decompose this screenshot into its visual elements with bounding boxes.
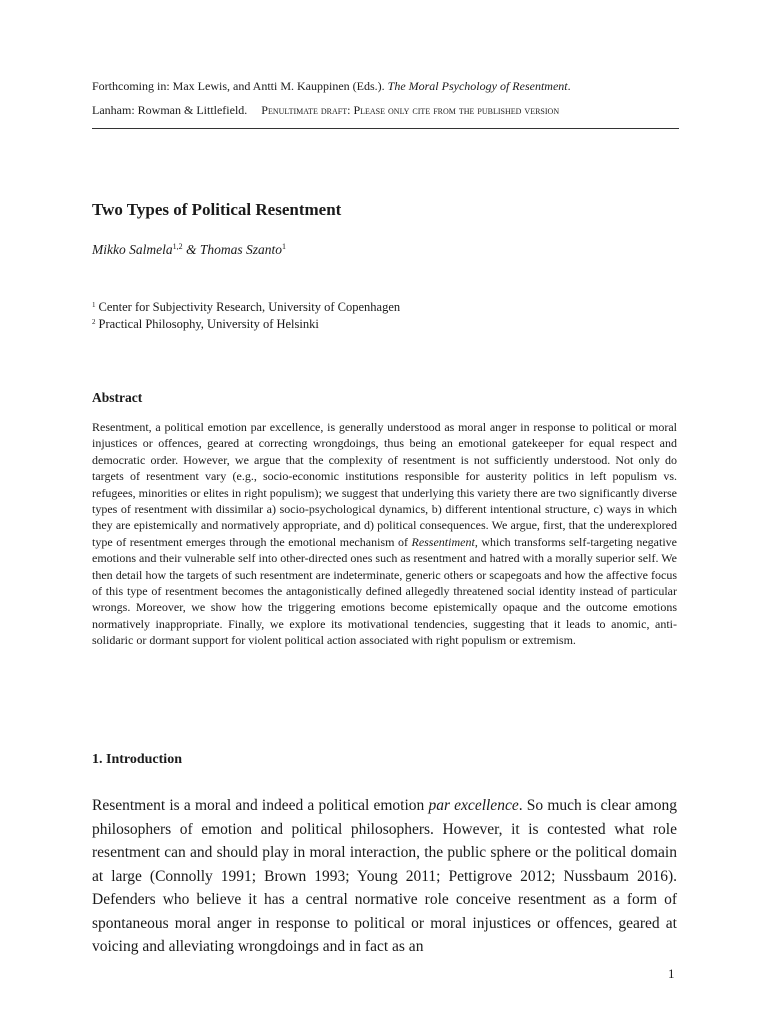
author-2: Thomas Szanto — [199, 242, 283, 257]
introduction-text-1: Resentment is a moral and indeed a political emotion — [92, 797, 429, 814]
introduction-heading: 1. Introduction — [92, 752, 182, 767]
author-1-affiliation-mark: 1,2 — [172, 242, 183, 251]
header-book-title: The Moral Psychology of Resentment — [387, 79, 568, 93]
affiliation-2-number: 2 — [92, 318, 96, 326]
affiliation-1 — [92, 300, 400, 315]
introduction-italic-term: par excellence — [428, 797, 519, 814]
abstract-heading: Abstract — [92, 390, 143, 405]
running-header-line-2 — [92, 104, 682, 116]
abstract-text-1: Resentment, a political emotion par excellence, is generally understood as moral anger in response to political or moral injustices or offences, geared at correcting wrongdoings, thus being an emotional gatekeeper for equal respect and democratic order. However, we argue that the complexity of resentment is not sufficiently understood. Not only do targets of resentment vary (e.g., socio-economic institutions responsible for austerity politics in left populism vs. refugees, minorities or elites in right populism); we suggest that underlying this variety there are two significantly diverse types of resentment with dissimilar a) socio-psychological dynamics, b) different intentional structure, c) ways in which they are epistemically and normatively appropriate, and d) political consequences. We argue, first, that the underexplored type of resentment emerges through the emotional mechanism of — [92, 420, 677, 549]
abstract-body — [92, 419, 677, 649]
abstract-text-2: , which transforms self-targeting negative emotions and their vulnerable self into other-directed ones such as resentment and hatred with a morally superior self. We then detail how the targets of such resentment are indeterminate, generic others or scapegoats and how the affective focus of this type of resentment becomes the antagonistically defined allegedly threatened social identity instead of particular wrongs. Moreover, we show how the triggering emotions become epistemically opaque and the outcome emotions normatively inappropriate. Finally, we explore its motivational tendencies, suggesting that it leads to anomic, anti-solidaric or dormant support for violent political action associated with right populism or extremism. — [92, 534, 677, 648]
page-number: 1 — [668, 966, 675, 981]
header-citation-suffix: . — [567, 79, 571, 93]
header-publisher: Lanham: Rowman & Littlefield. — [92, 103, 248, 117]
author-joiner: & — [182, 242, 200, 257]
author-1: Mikko Salmela — [92, 242, 173, 257]
paper-title: Two Types of Political Resentment — [92, 200, 342, 219]
header-citation-prefix: Forthcoming in: Max Lewis, and Antti M. Kauppinen (Eds.). — [92, 79, 388, 93]
affiliation-2-text: Practical Philosophy, University of Helsinki — [98, 317, 319, 331]
abstract-italic-term: Ressentiment — [411, 534, 475, 549]
author-line — [92, 242, 286, 258]
header-draft-note: Penultimate draft: Please only cite from the published version — [261, 103, 560, 117]
affiliation-1-text: Center for Subjectivity Research, University of Copenhagen — [98, 300, 401, 314]
introduction-text-2: . So much is clear among philosophers of emotion and political philosophers. However, it is contested what role resentment can and should play in moral interaction, the public sphere or the political domain at large (Connolly 1991; Brown 1993; Young 2011; Pettigrove 2012; Nussbaum 2016). Defenders who believe it has a central normative role conceive resentment as a form of spontaneous moral anger in response to political or moral injustices or offences, geared at voicing and alleviating wrongdoings and in fact as an — [92, 797, 677, 955]
running-header-line-1 — [92, 80, 682, 92]
header-divider — [92, 128, 679, 129]
introduction-body — [92, 794, 677, 959]
author-2-affiliation-mark: 1 — [282, 242, 287, 251]
affiliation-1-number: 1 — [92, 301, 96, 309]
affiliation-2 — [92, 317, 319, 332]
